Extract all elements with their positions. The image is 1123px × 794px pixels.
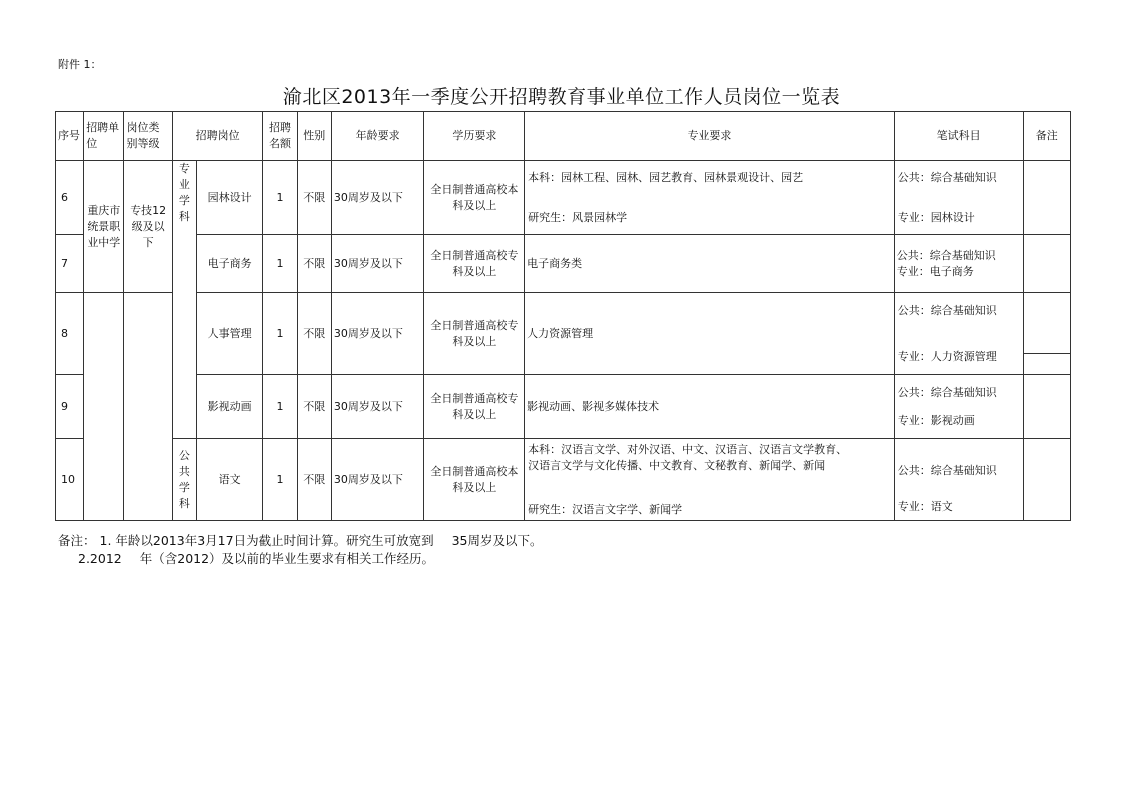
exam-major: 专业：电子商务: [896, 264, 974, 278]
cell-grade-continued: [124, 293, 172, 521]
header-unit: 招聘单位: [84, 112, 124, 161]
cell-remarks: [1023, 235, 1070, 293]
page-title: 渝北区2013年一季度公开招聘教育事业单位工作人员岗位一览表: [282, 86, 841, 108]
cell-category-professional: [172, 161, 196, 439]
exam-public: 公共：综合基础知识: [897, 170, 997, 184]
major-graduate: 研究生：风景园林学: [528, 210, 628, 224]
cell-gender: 不限: [297, 293, 331, 375]
cell-post: 园林设计: [196, 161, 262, 235]
cell-education: 全日制普通高校本科及以上: [424, 161, 525, 235]
cell-remarks: [1023, 161, 1070, 235]
header-grade: 岗位类别等级: [124, 112, 172, 161]
table-row: [56, 235, 1071, 293]
cell-exam: [894, 235, 1023, 293]
cell-age: 30周岁及以下: [331, 439, 424, 521]
header-seq: 序号: [56, 112, 84, 161]
exam-major: 专业：语文: [897, 499, 953, 513]
category-professional-text: 专业学科: [178, 162, 190, 223]
header-gender: 性别: [297, 112, 331, 161]
exam-major: 专业：人力资源管理: [897, 349, 997, 363]
header-major: 专业要求: [525, 112, 895, 161]
cell-remarks: [1023, 439, 1070, 521]
exam-major: 专业：影视动画: [897, 413, 975, 427]
exam-public: 公共：综合基础知识: [897, 463, 997, 477]
cell-post: 人事管理: [196, 293, 262, 375]
table-row: [56, 439, 1071, 521]
cell-exam: [894, 439, 1023, 521]
cell-quota: 1: [263, 293, 297, 375]
note-2-text-b: 年（含2012）及以前的毕业生要求有相关工作经历。: [139, 551, 435, 566]
cell-quota: 1: [263, 439, 297, 521]
cell-unit: 重庆市统景职业中学: [84, 161, 124, 293]
cell-remarks: [1023, 375, 1070, 439]
cell-category-public: [172, 439, 196, 521]
cell-exam: [894, 293, 1023, 375]
major-graduate: 研究生：汉语言文字学、新闻学: [528, 502, 683, 516]
note-1-text-b: 35周岁及以下。: [451, 533, 543, 548]
header-education: 学历要求: [424, 112, 525, 161]
exam-public: 公共：综合基础知识: [897, 303, 997, 317]
cell-major: 电子商务类: [525, 235, 895, 293]
positions-table: [55, 111, 1071, 521]
cell-quota: 1: [263, 375, 297, 439]
exam-public: 公共：综合基础知识: [897, 385, 997, 399]
cell-major: 人力资源管理: [525, 293, 895, 375]
table-row: [56, 293, 1071, 375]
exam-major: 专业：园林设计: [897, 210, 975, 224]
header-remarks: 备注: [1023, 112, 1070, 161]
note-2-text-a: 2.2012: [78, 551, 122, 566]
header-quota: 招聘名额: [263, 112, 297, 161]
major-undergrad: 本科：汉语言文学、对外汉语、中文、汉语言、汉语言文学教育、汉语言文学与文化传播、中文教育、文秘教育、新闻学、新闻: [528, 442, 848, 472]
cell-education: 全日制普通高校专科及以上: [424, 293, 525, 375]
header-post: 招聘岗位: [172, 112, 263, 161]
cell-gender: 不限: [297, 161, 331, 235]
table-header-row: [56, 112, 1071, 161]
header-age: 年龄要求: [331, 112, 424, 161]
table-row: [56, 375, 1071, 439]
cell-post: 影视动画: [196, 375, 262, 439]
cell-major: [525, 439, 895, 521]
note-1: [58, 532, 542, 550]
cell-seq: 7: [56, 235, 84, 293]
cell-post: 电子商务: [196, 235, 262, 293]
header-exam: 笔试科目: [894, 112, 1023, 161]
cell-major: [525, 161, 895, 235]
cell-unit-continued: [84, 293, 124, 521]
cell-age: 30周岁及以下: [331, 375, 424, 439]
cell-gender: 不限: [297, 439, 331, 521]
major-undergrad: 本科：园林工程、园林、园艺教育、园林景观设计、园艺: [528, 170, 804, 184]
cell-exam: [894, 375, 1023, 439]
cell-post: 语文: [196, 439, 262, 521]
category-public-text: 公共学科: [178, 448, 190, 510]
cell-seq: 6: [56, 161, 84, 235]
exam-public: 公共：综合基础知识: [896, 248, 996, 262]
cell-gender: 不限: [297, 375, 331, 439]
note-2: [58, 550, 542, 568]
attachment-label: 附件 1：: [58, 58, 102, 71]
cell-remarks: [1023, 293, 1070, 375]
cell-major: 影视动画、影视多媒体技术: [525, 375, 895, 439]
cell-seq: 8: [56, 293, 84, 375]
cell-gender: 不限: [297, 235, 331, 293]
notes: [58, 532, 542, 568]
table-row: [56, 161, 1071, 235]
cell-education: 全日制普通高校本科及以上: [424, 439, 525, 521]
cell-seq: 9: [56, 375, 84, 439]
cell-quota: 1: [263, 161, 297, 235]
cell-age: 30周岁及以下: [331, 161, 424, 235]
cell-grade: 专技12级及以下: [124, 161, 172, 293]
cell-age: 30周岁及以下: [331, 235, 424, 293]
notes-label: 备注：: [58, 533, 96, 548]
note-1-text-a: 1. 年龄以2013年3月17日为截止时间计算。研究生可放宽到: [99, 533, 434, 548]
cell-seq: 10: [56, 439, 84, 521]
cell-exam: [894, 161, 1023, 235]
cell-education: 全日制普通高校专科及以上: [424, 375, 525, 439]
cell-age: 30周岁及以下: [331, 293, 424, 375]
cell-education: 全日制普通高校专科及以上: [424, 235, 525, 293]
cell-quota: 1: [263, 235, 297, 293]
